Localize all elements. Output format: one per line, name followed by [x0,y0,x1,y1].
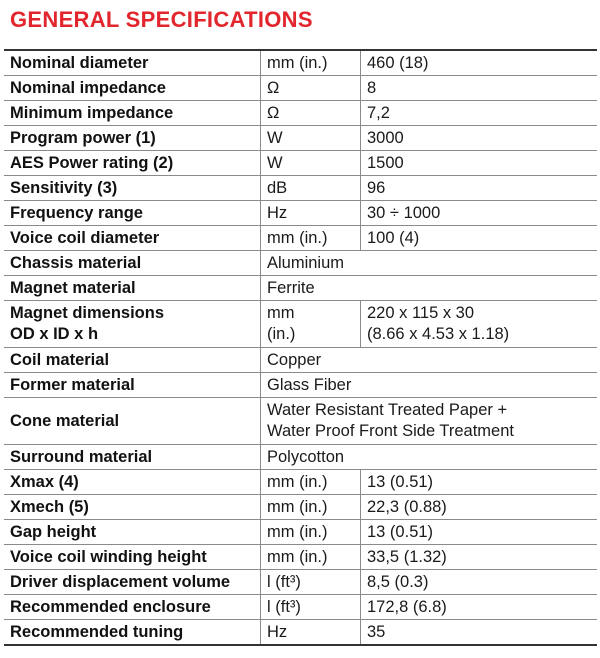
value-cell [361,301,598,348]
value-cell: Polycotton [261,445,598,470]
unit-line: (in.) [267,325,296,343]
param-label-line: Magnet dimensions [10,304,165,322]
value-line: 220 x 115 x 30 [367,304,475,322]
value-line: (8.66 x 4.53 x 1.18) [367,325,510,343]
spec-row-frequency-range [4,201,597,226]
unit-cell: mm (in.) [261,50,361,76]
value-cell: 30 ÷ 1000 [361,201,598,226]
value-cell: Copper [261,348,598,373]
value-cell: 100 (4) [361,226,598,251]
spec-row-nominal-impedance [4,76,597,101]
unit-cell: mm (in.) [261,470,361,495]
value-line: Water Resistant Treated Paper + [267,401,508,419]
param-label: Magnet material [10,278,136,297]
value-cell: Aluminium [261,251,598,276]
spec-row-former-material [4,373,597,398]
value-cell: 8,5 (0.3) [361,570,598,595]
spec-row-nominal-diameter [4,50,597,76]
param-label: Frequency range [10,203,143,222]
spec-row-magnet-material [4,276,597,301]
param-label: Nominal diameter [10,53,149,72]
value-cell: 13 (0.51) [361,520,598,545]
param-label: Nominal impedance [10,78,166,97]
param-label: Voice coil winding height [10,547,207,566]
spec-row-voice-coil-winding-height [4,545,597,570]
value-cell: Ferrite [261,276,598,301]
unit-cell: dB [261,176,361,201]
spec-row-recommended-tuning [4,620,597,646]
param-label: Sensitivity (3) [10,178,118,197]
value-cell: 96 [361,176,598,201]
value-cell: 460 (18) [361,50,598,76]
value-cell: 13 (0.51) [361,470,598,495]
unit-line: mm [267,304,295,322]
unit-cell: mm (in.) [261,545,361,570]
unit-cell: Hz [261,201,361,226]
param-label: Xmax (4) [10,472,79,491]
value-cell [261,398,598,445]
param-label: Coil material [10,350,110,369]
value-cell: 33,5 (1.32) [361,545,598,570]
value-cell: 7,2 [361,101,598,126]
spec-row-cone-material [4,398,597,445]
unit-cell: Ω [261,76,361,101]
value-cell: Glass Fiber [261,373,598,398]
unit-cell: mm (in.) [261,226,361,251]
value-cell: 172,8 (6.8) [361,595,598,620]
param-label: Recommended tuning [10,622,184,641]
value-cell: 22,3 (0.88) [361,495,598,520]
param-label: Surround material [10,447,153,466]
unit-cell: W [261,151,361,176]
param-label [4,301,261,348]
specifications-table [4,49,597,646]
unit-cell: mm (in.) [261,520,361,545]
param-label: Cone material [10,411,120,430]
spec-row-chassis-material [4,251,597,276]
spec-row-program-power [4,126,597,151]
value-line: Water Proof Front Side Treatment [267,422,514,440]
param-label: Gap height [10,522,97,541]
section-title: GENERAL SPECIFICATIONS [10,7,313,32]
param-label: Driver displacement volume [10,572,231,591]
param-label: Program power (1) [10,128,156,147]
spec-row-coil-material [4,348,597,373]
spec-row-gap-height [4,520,597,545]
unit-cell: mm (in.) [261,495,361,520]
spec-row-surround-material [4,445,597,470]
param-label: Minimum impedance [10,103,174,122]
spec-row-minimum-impedance [4,101,597,126]
param-label: Recommended enclosure [10,597,211,616]
spec-row-voice-coil-diameter [4,226,597,251]
param-label: AES Power rating (2) [10,153,174,172]
value-cell: 1500 [361,151,598,176]
spec-row-sensitivity [4,176,597,201]
unit-cell: Hz [261,620,361,646]
unit-cell [261,301,361,348]
value-cell: 3000 [361,126,598,151]
unit-cell: l (ft³) [261,595,361,620]
unit-cell: Ω [261,101,361,126]
value-cell: 8 [361,76,598,101]
unit-cell: l (ft³) [261,570,361,595]
spec-row-xmech [4,495,597,520]
spec-row-xmax [4,470,597,495]
param-label: Voice coil diameter [10,228,160,247]
param-label: Xmech (5) [10,497,89,516]
spec-row-aes-power-rating [4,151,597,176]
value-cell: 35 [361,620,598,646]
param-label: Chassis material [10,253,142,272]
unit-cell: W [261,126,361,151]
param-label-line: OD x ID x h [10,325,99,343]
spec-row-recommended-enclosure [4,595,597,620]
param-label: Former material [10,375,135,394]
spec-row-driver-displacement-volume [4,570,597,595]
spec-row-magnet-dimensions [4,301,597,348]
